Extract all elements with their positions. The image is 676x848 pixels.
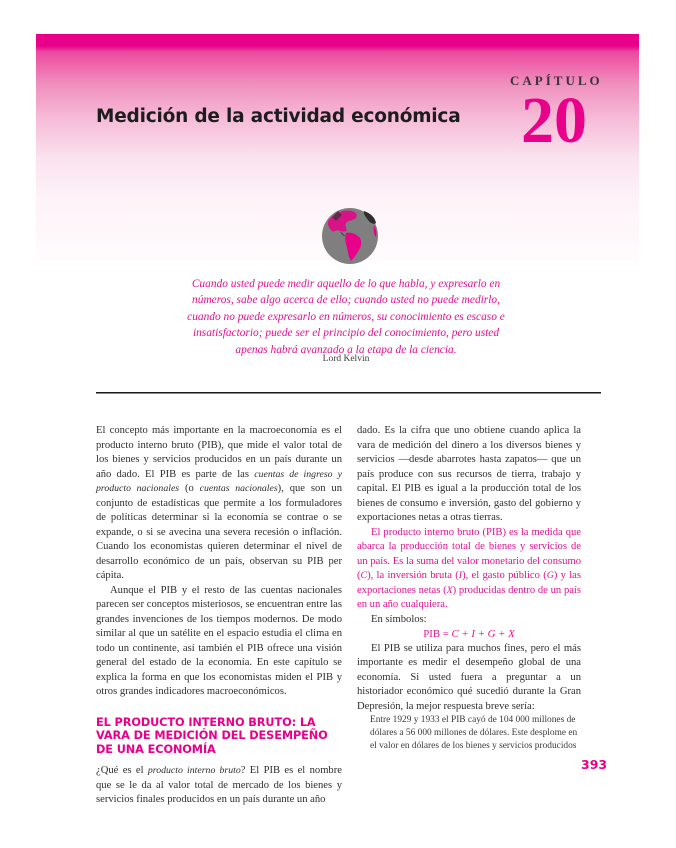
epigraph-quote: Cuando usted puede medir aquello de lo que habla, y expresarlo en números, sabe algo acerca de ello; cuando usted no puede medirlo, cuando no puede expresarlo en números, su conocimiento es escaso e insatisfactorio; puede ser el principio del conocimiento, pero usted apenas habrá avanzado a la etapa de la ciencia. [187,278,505,356]
section-divider [96,392,601,394]
symbols-intro: En símbolos: [371,613,427,625]
intro-paragraph: El concepto más importante en la macroeconomía es el producto interno bruto (PIB), que mide el valor total de los bienes y servicios producidos en un país durante un año dado. El PIB es parte de las cuentas de ingreso y producto nacionales (o cuentas nacionales), que son un conjunto de estadísticas que permite a los formuladores de políticas determinar si la economía se contrae o se expande, o si se avecina una severa recesión o inflación. Cuando los economistas quieren determinar el nivel de desarrollo económico de un país, observan su PIB per cápita. [96,425,343,581]
chapter-title: Medición de la actividad económica [96,106,461,127]
paragraph-continued: dado. Es la cifra que uno obtiene cuando aplica la vara de medición del dinero a los diversos bienes y servicios —desde abarrotes hasta zapatos— que un país produce con sus recursos de tierra, trabajo y capital. El PIB es igual a la producción total de los bienes de consumo e inversión, gasto del gobierno y exportaciones netas a otras tierras. [357,425,581,523]
chapter-number: 20 [521,84,587,157]
right-column [357,424,581,754]
left-column [96,424,342,808]
gdp-formula: PIB = C + I + G + X [423,628,515,640]
paragraph-3: ¿Qué es el producto interno bruto? El PIB es el nombre que se le da al valor total de mercado de los bienes y servicios finales producidos en un país durante un año [96,765,342,806]
epigraph-author: Lord Kelvin [322,354,370,364]
gdp-definition: El producto interno bruto (PIB) es la medida que abarca la producción total de bienes y servicios de un país. Es la suma del valor monetario del consumo (C), la inversión bruta (I), el gasto público (G) y las exportaciones netas (X) producidas dentro de un país en un año cualquiera. [357,526,582,610]
paragraph-2: Aunque el PIB y el resto de las cuentas nacionales parecen ser conceptos misteriosos, se encuentran entre las grandes invenciones de los tiempos modernos. De modo similar al que un satélite en el espacio estudia el clima en todo un continente, así también el PIB ofrece una visión general del estado de la economía. En este capítulo se explica la forma en que los economistas miden el PIB y otros grandes indicadores macroeconómicos. [96,584,342,697]
page-number: 393 [581,757,608,772]
chapter-label: CAPÍTULO [510,73,603,88]
section-heading: EL PRODUCTO INTERNO BRUTO: LA VARA DE MEDICIÓN DEL DESEMPEÑO DE UNA ECONOMÍA [96,715,328,756]
globe-icon [318,203,382,267]
depression-blockquote: Entre 1929 y 1933 el PIB cayó de 104 000 millones de dólares a 56 000 millones de dólares. Este desplome en el valor en dólares de los bienes y servicios producidos [370,715,578,752]
paragraph-4: El PIB se utiliza para muchos fines, pero el más importante es medir el desempeño global de una economía. Si usted fuera a preguntar a un historiador económico qué sucedió durante la Gran Depresión, la mejor respuesta breve sería: [357,642,581,712]
